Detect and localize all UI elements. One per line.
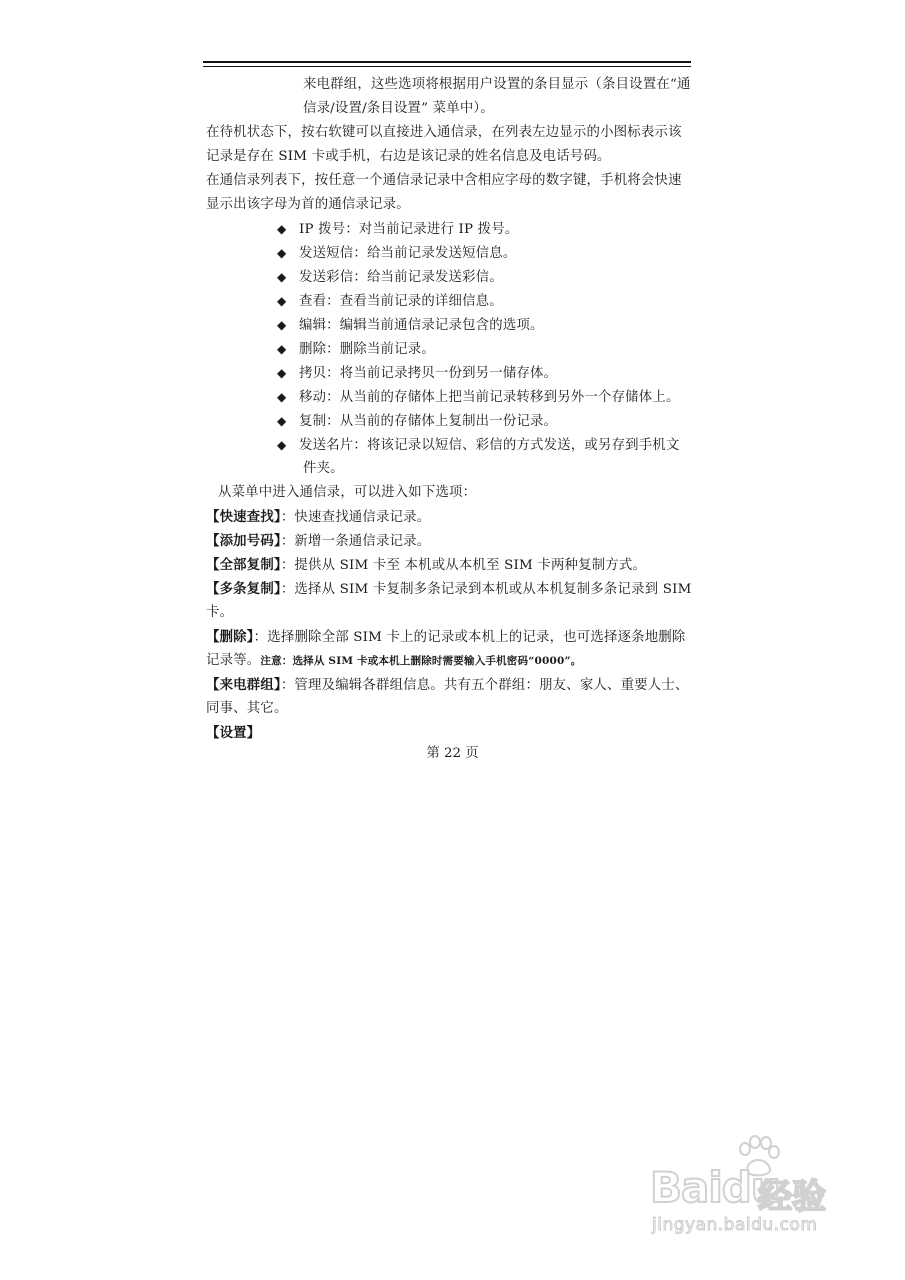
header-rule-thin [203, 66, 691, 67]
bullet-duplicate: ◆ 复制：从当前的存储体上复制出一份记录。 [277, 410, 557, 433]
delete-note: 注意：选择从 SIM 卡或本机上删除时需要输入手机密码“0000”。 [260, 655, 582, 667]
bullet-diamond-icon: ◆ [277, 342, 287, 356]
item-caller-groups: 【来电群组】：管理及编辑各群组信息。共有五个群组：朋友、家人、重要人士、 [206, 677, 689, 693]
item-settings: 【设置】 [206, 725, 261, 741]
bullet-view: ◆ 查看：查看当前记录的详细信息。 [277, 290, 503, 313]
baidu-jingyan-watermark [640, 1135, 870, 1245]
item-multi-copy-cont: 卡。 [206, 605, 234, 620]
bullet-diamond-icon: ◆ [277, 318, 287, 332]
bullet-diamond-icon: ◆ [277, 294, 287, 308]
intro-line-1: 来电群组，这些选项将根据用户设置的条目显示（条目设置在“通 [303, 77, 691, 92]
item-delete: 【删除】：选择删除全部 SIM 卡上的记录或本机上的记录，也可选择逐条地删除 [206, 629, 686, 645]
bullet-diamond-icon: ◆ [277, 438, 287, 452]
bullet-send-mms: ◆ 发送彩信：给当前记录发送彩信。 [277, 266, 503, 289]
page-number: 第 22 页 [426, 746, 479, 761]
bullet-diamond-icon: ◆ [277, 366, 287, 380]
bullet-diamond-icon: ◆ [277, 246, 287, 260]
bullet-diamond-icon: ◆ [277, 222, 287, 236]
bullet-send-card: ◆ 发送名片：将该记录以短信、彩信的方式发送，或另存到手机文 [277, 434, 680, 457]
bullet-diamond-icon: ◆ [277, 390, 287, 404]
bullet-send-sms: ◆ 发送短信：给当前记录发送短信息。 [277, 242, 516, 265]
bullet-edit: ◆ 编辑：编辑当前通信录记录包含的选项。 [277, 314, 544, 337]
para-line-3: 在通信录列表下，按任意一个通信录记录中含相应字母的数字键，手机将会快速 [206, 173, 682, 188]
header-rule [203, 61, 691, 63]
watermark-product: 经验 [758, 1177, 826, 1217]
watermark-url: jingyan.baidu.com [652, 1215, 818, 1235]
item-copy-all: 【全部复制】：提供从 SIM 卡至 本机或从本机至 SIM 卡两种复制方式。 [206, 557, 647, 573]
bullet-diamond-icon: ◆ [277, 414, 287, 428]
item-delete-cont: 记录等。注意：选择从 SIM 卡或本机上删除时需要输入手机密码“0000”。 [206, 653, 582, 668]
menu-intro: 从菜单中进入通信录，可以进入如下选项： [218, 485, 477, 500]
item-caller-groups-cont: 同事、其它。 [206, 701, 288, 716]
bullet-diamond-icon: ◆ [277, 270, 287, 284]
bullet-move: ◆ 移动：从当前的存储体上把当前记录转移到另外一个存储体上。 [277, 386, 680, 409]
para-line-4: 显示出该字母为首的通信录记录。 [206, 197, 410, 212]
item-multi-copy: 【多条复制】：选择从 SIM 卡复制多条记录到本机或从本机复制多条记录到 SIM [206, 581, 692, 597]
intro-line-2: 信录/设置/条目设置” 菜单中）。 [303, 101, 494, 116]
watermark-brand: Baidu [650, 1163, 780, 1212]
para-line-1: 在待机状态下，按右软键可以直接进入通信录，在列表左边显示的小图标表示该 [206, 125, 682, 140]
bullet-send-card-cont: 件夹。 [303, 461, 344, 476]
bullet-copy: ◆ 拷贝：将当前记录拷贝一份到另一储存体。 [277, 362, 557, 385]
bullet-delete: ◆ 删除：删除当前记录。 [277, 338, 435, 361]
item-quick-find: 【快速查找】：快速查找通信录记录。 [206, 509, 431, 525]
item-add-number: 【添加号码】：新增一条通信录记录。 [206, 533, 431, 549]
para-line-2: 记录是存在 SIM 卡或手机，右边是该记录的姓名信息及电话号码。 [206, 149, 611, 164]
bullet-ip-dial: ◆ IP 拨号：对当前记录进行 IP 拨号。 [277, 218, 518, 241]
